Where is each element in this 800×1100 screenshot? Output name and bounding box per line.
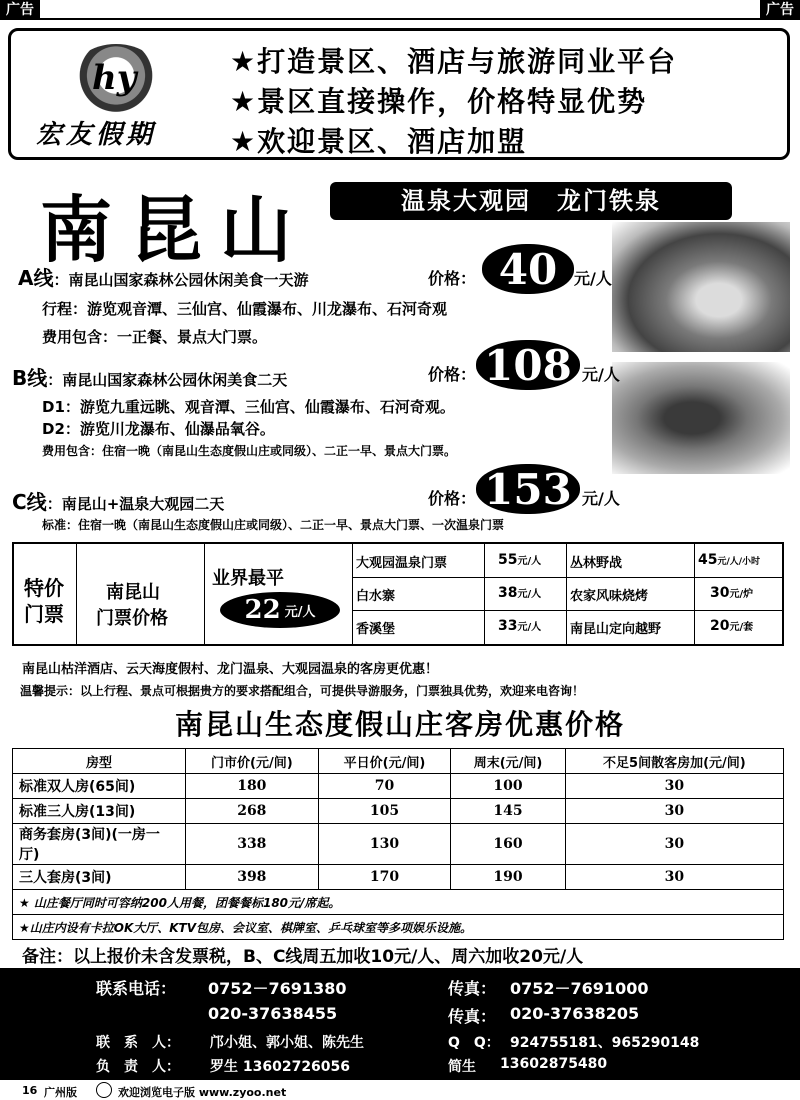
table-row: 三人套房(3间) 398 170 190 30: [13, 865, 784, 890]
table-row: 标准三人房(13间) 268 105 145 30: [13, 799, 784, 824]
contact-person-label: 联 系 人：: [96, 1035, 180, 1051]
fax-2: 020-37638205: [510, 1004, 640, 1023]
line-c-title: C线：南昆山+温泉大观园二天: [12, 490, 225, 514]
table-row: 商务套房(3间)(一房一厅) 338 130 160 30: [13, 824, 784, 865]
rooms-title: 南昆山生态度假山庄客房优惠价格: [174, 708, 625, 741]
contact-panel: [0, 968, 800, 1080]
ticket-item-price: 20元/套: [710, 618, 754, 634]
room-type: 标准三人房(13间): [13, 799, 186, 824]
hotel-notice: 南昆山枯洋酒店、云天海度假村、龙门温泉、大观园温泉的客房更优惠！: [22, 662, 439, 677]
qq-numbers: 924755181、965290148: [510, 1035, 700, 1051]
ad-tag-right: 广告: [760, 0, 800, 20]
contact-persons: 邝小姐、郭小姐、陈先生: [210, 1035, 364, 1051]
line-c-price-label: 价格：: [428, 489, 477, 508]
ticket-item-name: 南昆山定向越野: [570, 622, 662, 637]
slogan-2: ★景区直接操作，价格特显优势: [230, 85, 648, 118]
column-header: 平日价(元/间): [318, 749, 451, 774]
title-banner: 温泉大观园 龙门铁泉: [330, 182, 732, 220]
ticket-label-2: 门票: [24, 602, 64, 626]
line-b-unit: 元/人: [582, 365, 620, 384]
slogan-3: ★欢迎景区、酒店加盟: [230, 125, 528, 158]
facilities-note: ★山庄内设有卡拉OK大厅、KTV包房、会议室、棋牌室、乒乓球室等多项娱乐设施。: [13, 915, 784, 940]
scenery-photo-2: [612, 362, 790, 474]
line-a-price: 40: [482, 244, 574, 294]
tips-notice: 温馨提示：以上行程、景点可根据贵方的要求搭配组合，可提供导游服务，门票独具优势，欢迎来电咨询！: [20, 684, 585, 698]
line-a-unit: 元/人: [574, 269, 612, 288]
table-note-row: [13, 890, 784, 915]
line-b-day1: D1：游览九重远眺、观音潭、三仙宫、仙霞瀑布、石河奇观。: [42, 398, 455, 416]
column-header: 门市价(元/间): [186, 749, 319, 774]
phone-label: 联系电话：: [96, 979, 177, 998]
line-c-unit: 元/人: [582, 489, 620, 508]
column-header: 不足5间散客房加(元/间): [565, 749, 783, 774]
column-header: 周末(元/间): [451, 749, 565, 774]
line-c-standard: 标准：住宿一晚（南昆山生态度假山庄或同级）、二正一早、景点大门票、一次温泉门票: [42, 518, 505, 532]
manager: 罗生 13602726056: [210, 1059, 351, 1075]
room-type: 三人套房(3间): [13, 865, 186, 890]
column-header: 房型: [13, 749, 186, 774]
line-b-title: B线：南昆山国家森林公园休闲美食二天: [12, 366, 288, 390]
ticket-item-price: 45元/人/小时: [698, 552, 761, 568]
ticket-label-1: 特价: [24, 576, 64, 600]
table-header-row: [13, 749, 784, 774]
top-rule: [0, 18, 800, 20]
line-b-price-label: 价格：: [428, 365, 477, 384]
fax-label-2: 传真：: [448, 1007, 497, 1026]
lowest-label: 业界最平: [212, 568, 284, 589]
phone-1: 0752－7691380: [208, 979, 347, 998]
line-a-includes: 费用包含：一正餐、景点大门票。: [42, 328, 268, 346]
qq-label: Q Q：: [448, 1035, 500, 1051]
ticket-item-name: 香溪堡: [356, 622, 396, 637]
fax-label-1: 传真：: [448, 979, 497, 998]
page-number: 16: [22, 1084, 38, 1097]
brand-logo-letters: hy: [92, 58, 137, 98]
line-a-price-label: 价格：: [428, 269, 477, 288]
line-b-includes: 费用包含：住宿一晚（南昆山生态度假山庄或同级）、二正一早、景点大门票。: [42, 444, 457, 458]
venue-name: 南昆山: [106, 582, 160, 603]
slogan-1: ★打造景区、酒店与旅游同业平台: [230, 45, 678, 78]
page-title: 南昆山: [40, 187, 311, 272]
dining-note: ★ 山庄餐厅同时可容纳200人用餐，团餐餐标180元/席起。: [13, 890, 784, 915]
remark: 备注：以上报价未含发票税，B、C线周五加收10元/人、周六加收20元/人: [22, 947, 584, 967]
venue-subtitle: 门票价格: [96, 608, 168, 629]
ad-tag-left: 广告: [0, 0, 40, 20]
lowest-price-badge: 22 元/人: [220, 592, 340, 628]
line-a-itinerary: 行程：游览观音潭、三仙宫、仙霞瀑布、川龙瀑布、石河奇观: [42, 300, 448, 318]
jian-label: 简生: [448, 1059, 476, 1075]
footer-logo-icon: [96, 1082, 112, 1098]
brand-name: 宏友假期: [36, 120, 157, 150]
ticket-item-price: 38元/人: [498, 585, 542, 601]
table-row: 标准双人房(65间) 180 70 100 30: [13, 774, 784, 799]
line-b-day2: D2：游览川龙瀑布、仙瀑品氧谷。: [42, 420, 275, 438]
room-type: 标准双人房(65间): [13, 774, 186, 799]
line-b-price: 108: [476, 340, 580, 390]
jian-phone: 13602875480: [500, 1056, 608, 1072]
ticket-item-price: 30元/炉: [710, 585, 754, 601]
manager-label: 负 责 人：: [96, 1059, 180, 1075]
fax-1: 0752－7691000: [510, 979, 649, 998]
footer-text: 欢迎浏览电子版 www.zyoo.net: [118, 1086, 287, 1099]
ticket-item-name: 大观园温泉门票: [356, 556, 448, 571]
ticket-item-price: 55元/人: [498, 552, 542, 568]
room-type: 商务套房(3间)(一房一厅): [13, 824, 186, 865]
scenery-photo-1: [612, 222, 790, 352]
rooms-table: [12, 748, 784, 940]
ticket-item-name: 农家风味烧烤: [570, 589, 649, 604]
ticket-item-price: 33元/人: [498, 618, 542, 634]
line-c-price: 153: [476, 464, 580, 514]
ticket-item-name: 丛林野战: [570, 556, 623, 571]
line-a-title: A线：南昆山国家森林公园休闲美食一天游: [18, 266, 309, 290]
ticket-item-name: 白水寨: [356, 589, 396, 604]
table-note-row: [13, 915, 784, 940]
page-footer: [0, 1082, 800, 1100]
phone-2: 020-37638455: [208, 1004, 338, 1023]
ticket-table: [12, 542, 784, 646]
edition: 广州版: [44, 1086, 77, 1099]
